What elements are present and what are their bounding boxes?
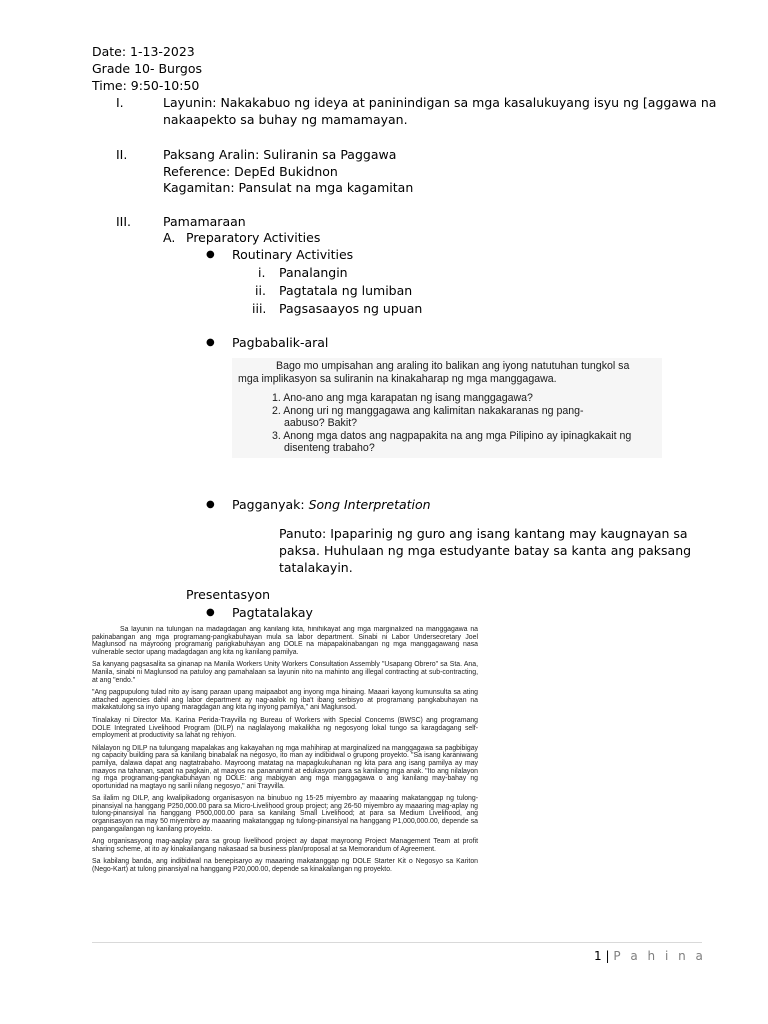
article-paragraph: Sa kanyang pagsasalita sa ginanap na Manila Workers Unity Workers Consultation Assembly "Usapang Obrero" sa Sta. Ana, Manila, sinabi ni Maglunsod na patuloy ang pamahalaan sa layunin nito na mahinto ang illegal contracting at sub-contracting, at ang "endo." (92, 661, 478, 684)
pagbabalik-aral: Pagbabalik-aral (232, 335, 329, 350)
sub-num-2: ii. (255, 283, 266, 298)
article-paragraph: Ang organisasyong mag-aaplay para sa group livelihood project ay dapat mayroong Project Management Team at profit sharing scheme, at ito ay kinakailangang nakasaad sa business plan/proposal at sa Memorandum of Agreement. (92, 838, 478, 853)
sub-item-pagsasaayos: Pagsasaayos ng upuan (279, 301, 423, 316)
sub-item-pagtatala: Pagtatala ng lumiban (279, 283, 413, 298)
pagganyak-label: Pagganyak: (232, 497, 309, 512)
footer-separator: | (601, 949, 614, 963)
pamamaraan-heading: Pamamaraan (163, 214, 246, 229)
sub-num-3: iii. (252, 301, 267, 316)
list-label-a: A. (163, 230, 176, 245)
bullet-icon: ● (206, 607, 215, 618)
article-paragraph: Nilalayon ng DILP na tulungang mapalakas ang kakayahan ng mga mahihirap at marginalized na manggagawa sa pagbibigay ng capacity building para sa kanilang binabalak na negosyo, ito man ay indibidwal o grupong proyekto. "Sa isang karaniwang pamilya, dalawa dapat ang nagtatrabaho. Mayroong matatag na mapagkukuhanan ng kita para ang isang pamilya ay may maayos na tahanan, sapat na pagkain, at maayos na panananmit at edukasyon para sa kanilang mga anak. "Ito ang nilalayon ng mga programang-pangkabuhayan ng DOLE: ang mabigyan ang mga manggagawa o ang kanilang may-bahay ng oportunidad na magtayo ng sarili nilang negosyo," ani Trayvilla. (92, 744, 478, 790)
time-line: Time: 9:50-10:50 (92, 78, 200, 93)
review-question-1: 1. Ano-ano ang mga karapatan ng isang manggagawa? (272, 392, 533, 404)
bullet-icon: ● (206, 337, 215, 348)
pagtatalakay: Pagtatalakay (232, 605, 313, 620)
review-question-2a: 2. Anong uri ng manggagawa ang kalimitan nakakaranas ng pang- (272, 405, 584, 417)
footer-divider (92, 942, 702, 943)
layunin-line-2: nakaapekto sa buhay ng mamamayan. (163, 112, 408, 127)
article-image (92, 626, 478, 932)
article-paragraph: Sa layunin na tulungan na madagdagan ang kanilang kita, hinihikayat ang mga marginalized na manggagawa na pakinabangan ang mga programang-pangkabuhayan mula sa labor department. Sinabi ni Labor Undersecretary Joel Maglunsod na mayroong programang pangkabuhayan ang DOLE na mapapakinabangan ng mga manggagawang nasa vulnerable sector upang madagdagan ang kita ng kanilang pamilya. (92, 626, 478, 656)
page-footer (594, 948, 706, 964)
paksang-aralin: Paksang Aralin: Suliranin sa Paggawa (163, 147, 397, 162)
pagganyak-italic: Song Interpretation (308, 497, 431, 512)
bullet-icon: ● (206, 499, 215, 510)
kagamitan-line: Kagamitan: Pansulat na mga kagamitan (163, 180, 414, 195)
section-3-numeral: III. (116, 214, 132, 229)
grade-line: Grade 10- Burgos (92, 61, 202, 76)
reference-line: Reference: DepEd Bukidnon (163, 164, 338, 179)
review-question-3a: 3. Anong mga datos ang nagpapakita na ang mga Pilipino ay ipinagkakait ng (272, 430, 632, 442)
layunin-line-1: Layunin: Nakakabuo ng ideya at paninindigan sa mga kasalukuyang isyu ng [aggawa na (163, 95, 717, 110)
article-paragraph: Sa ilalim ng DILP, ang kwalipikadong organisasyon na binubuo ng 15-25 miyembro ay maaaring makatanggap ng tulong-pinansiyal na hanggang P250,000.00 para sa Micro-Livelihood group project; ang 26-50 miyembro ay maaaring mag-aplay ng tulong-pinansiyal na hanggang P500,000.00 para sa kanilang Small Livelihood; at para sa Medium Livelihood, ang organisasyon na may 50 miyembro ay maaaring makatanggap ng tulong-pinansiyal na hanggang P1,000,000.00, depende sa pangangailangan ng kanilang proyekto. (92, 795, 478, 833)
panuto-line-3: tatalakayin. (279, 560, 353, 575)
article-paragraph: Sa kabilang banda, ang indibidwal na benepisaryo ay maaaring makatanggap ng DOLE Starter Kit o Negosyo sa Kariton (Nego-Kart) at tulong pinansiyal na hanggang P20,000.00, depende sa kinakailangan ng proyekto. (92, 858, 478, 874)
review-question-3b: disenteng trabaho? (284, 442, 375, 454)
panuto-line-1: Panuto: Ipaparinig ng guro ang isang kantang may kaugnayan sa (279, 526, 688, 541)
preparatory-activities: Preparatory Activities (186, 230, 321, 245)
review-intro-1: Bago mo umpisahan ang araling ito balikan ang iyong natutuhan tungkol sa (276, 360, 630, 372)
review-question-2b: aabuso? Bakit? (284, 417, 358, 429)
presentasyon-heading: Presentasyon (186, 587, 271, 602)
page-number: 1 (594, 949, 602, 963)
review-intro-2: mga implikasyon sa suliranin na kinakaharap ng mga manggagawa. (238, 373, 557, 385)
sub-num-1: i. (258, 265, 266, 280)
bullet-icon: ● (206, 249, 215, 260)
section-2-numeral: II. (116, 147, 128, 162)
pahina-label: P a h i n a (613, 949, 706, 963)
section-1-numeral: I. (116, 95, 124, 110)
routinary-activities: Routinary Activities (232, 247, 354, 262)
sub-item-panalangin: Panalangin (279, 265, 348, 280)
article-paragraph: "Ang pagpupulong tulad nito ay isang paraan upang maipaabot ang inyong mga hinaing. Maaari kayong kumunsulta sa ating attached agencies dahil ang labor department ay nag-aalok ng iba't ibang serbisyo at programang pangkabuhayan na makakatulong sa inyo upang maragdagan ang kita ng inyong pamilya," ani Maglunsod. (92, 689, 478, 712)
review-questions-image (232, 358, 662, 458)
article-paragraph: Tinalakay ni Director Ma. Karina Perida-Trayvilla ng Bureau of Workers with Special Concerns (BWSC) ang programang DOLE Integrated Livelihood Program (DILP) na naglalayong makalikha ng negosyong lokal tungo sa karagdagang self-employment at productivity sa lahat ng rehiyon. (92, 716, 478, 740)
panuto-line-2: paksa. Huhulaan ng mga estudyante batay sa kanta ang paksang (279, 543, 692, 558)
pagganyak-line (232, 496, 431, 513)
date-line: Date: 1-13-2023 (92, 44, 195, 59)
